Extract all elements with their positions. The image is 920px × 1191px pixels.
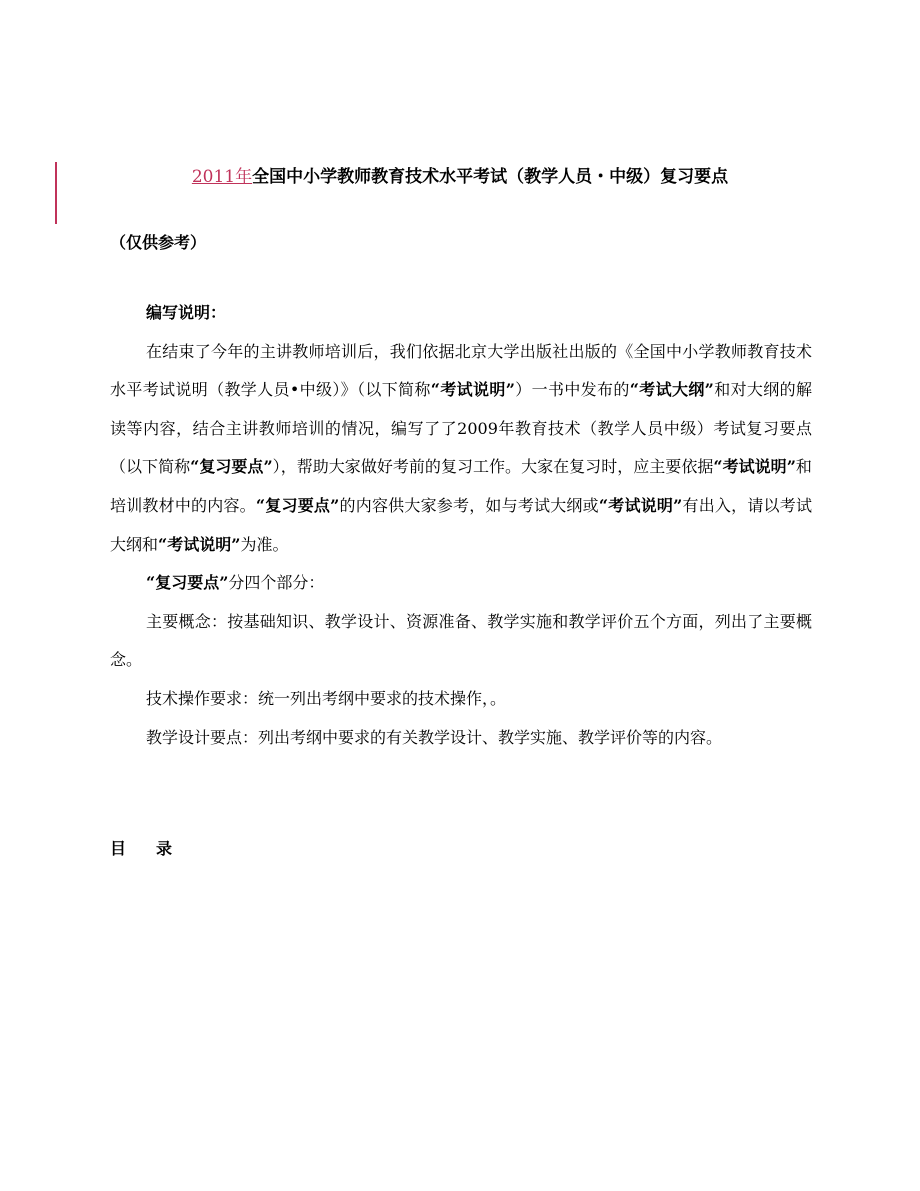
table-of-contents-heading <box>110 836 172 859</box>
text-run: 在结束了今年的主讲教师培训后，我们依据北京大学出版社出版的《全国中小学教师教育技术水平考试说明（教学人员•中级）》（以下简称 <box>110 341 812 400</box>
quoted-term: “考试说明” <box>158 534 241 554</box>
text-run: 为准。 <box>240 534 289 554</box>
quoted-term: “考试大纲” <box>629 380 714 400</box>
quoted-term: “考试说明” <box>713 457 796 477</box>
section-heading: 编写说明： <box>146 303 227 322</box>
text-run: 的内容供大家参考，如与考试大纲或 <box>339 495 599 515</box>
title-text: 全国中小学教师教育技术水平考试（教学人员・中级）复习要点 <box>252 167 729 187</box>
toc-char-2: 录 <box>156 839 173 858</box>
quoted-term: “复习要点” <box>255 495 340 515</box>
document-body <box>110 294 812 757</box>
text-run: ），帮助大家做好考前的复习工作。大家在复习时，应主要依据 <box>272 457 714 477</box>
quoted-term: “复习要点” <box>146 573 229 593</box>
text-run: 分四个部分： <box>228 573 325 593</box>
main-concepts-paragraph: 主要概念：按基础知识、教学设计、资源准备、教学实施和教学评价五个方面，列出了主要概念。 <box>110 611 812 670</box>
title-year: 2011年 <box>191 167 253 187</box>
quoted-term: “考试说明” <box>598 495 683 515</box>
parts-paragraph <box>110 564 812 603</box>
intro-paragraph <box>110 333 812 565</box>
text-run: ）一书中发布的 <box>514 380 630 400</box>
toc-char-1: 目 <box>110 839 127 858</box>
text-run: 有出入，请以考试大纲和 <box>110 495 812 554</box>
text-run: 和对大纲的解读等内容，结合主讲教师培训的情况，编写了了2009年教育技术（教学人员中级）考试复习要点（以下简称 <box>110 380 812 477</box>
technical-operations-paragraph: 技术操作要求：统一列出考纲中要求的技术操作，。 <box>146 688 507 708</box>
quoted-term: “考试说明” <box>430 380 515 400</box>
text-run: 和培训教材中的内容。 <box>110 457 812 515</box>
document-title <box>0 162 920 187</box>
quoted-term: “复习要点” <box>190 457 273 477</box>
reference-note: （仅供参考） <box>110 233 207 252</box>
design-points-paragraph: 教学设计要点：列出考纲中要求的有关教学设计、教学实施、教学评价等的内容。 <box>146 727 723 747</box>
